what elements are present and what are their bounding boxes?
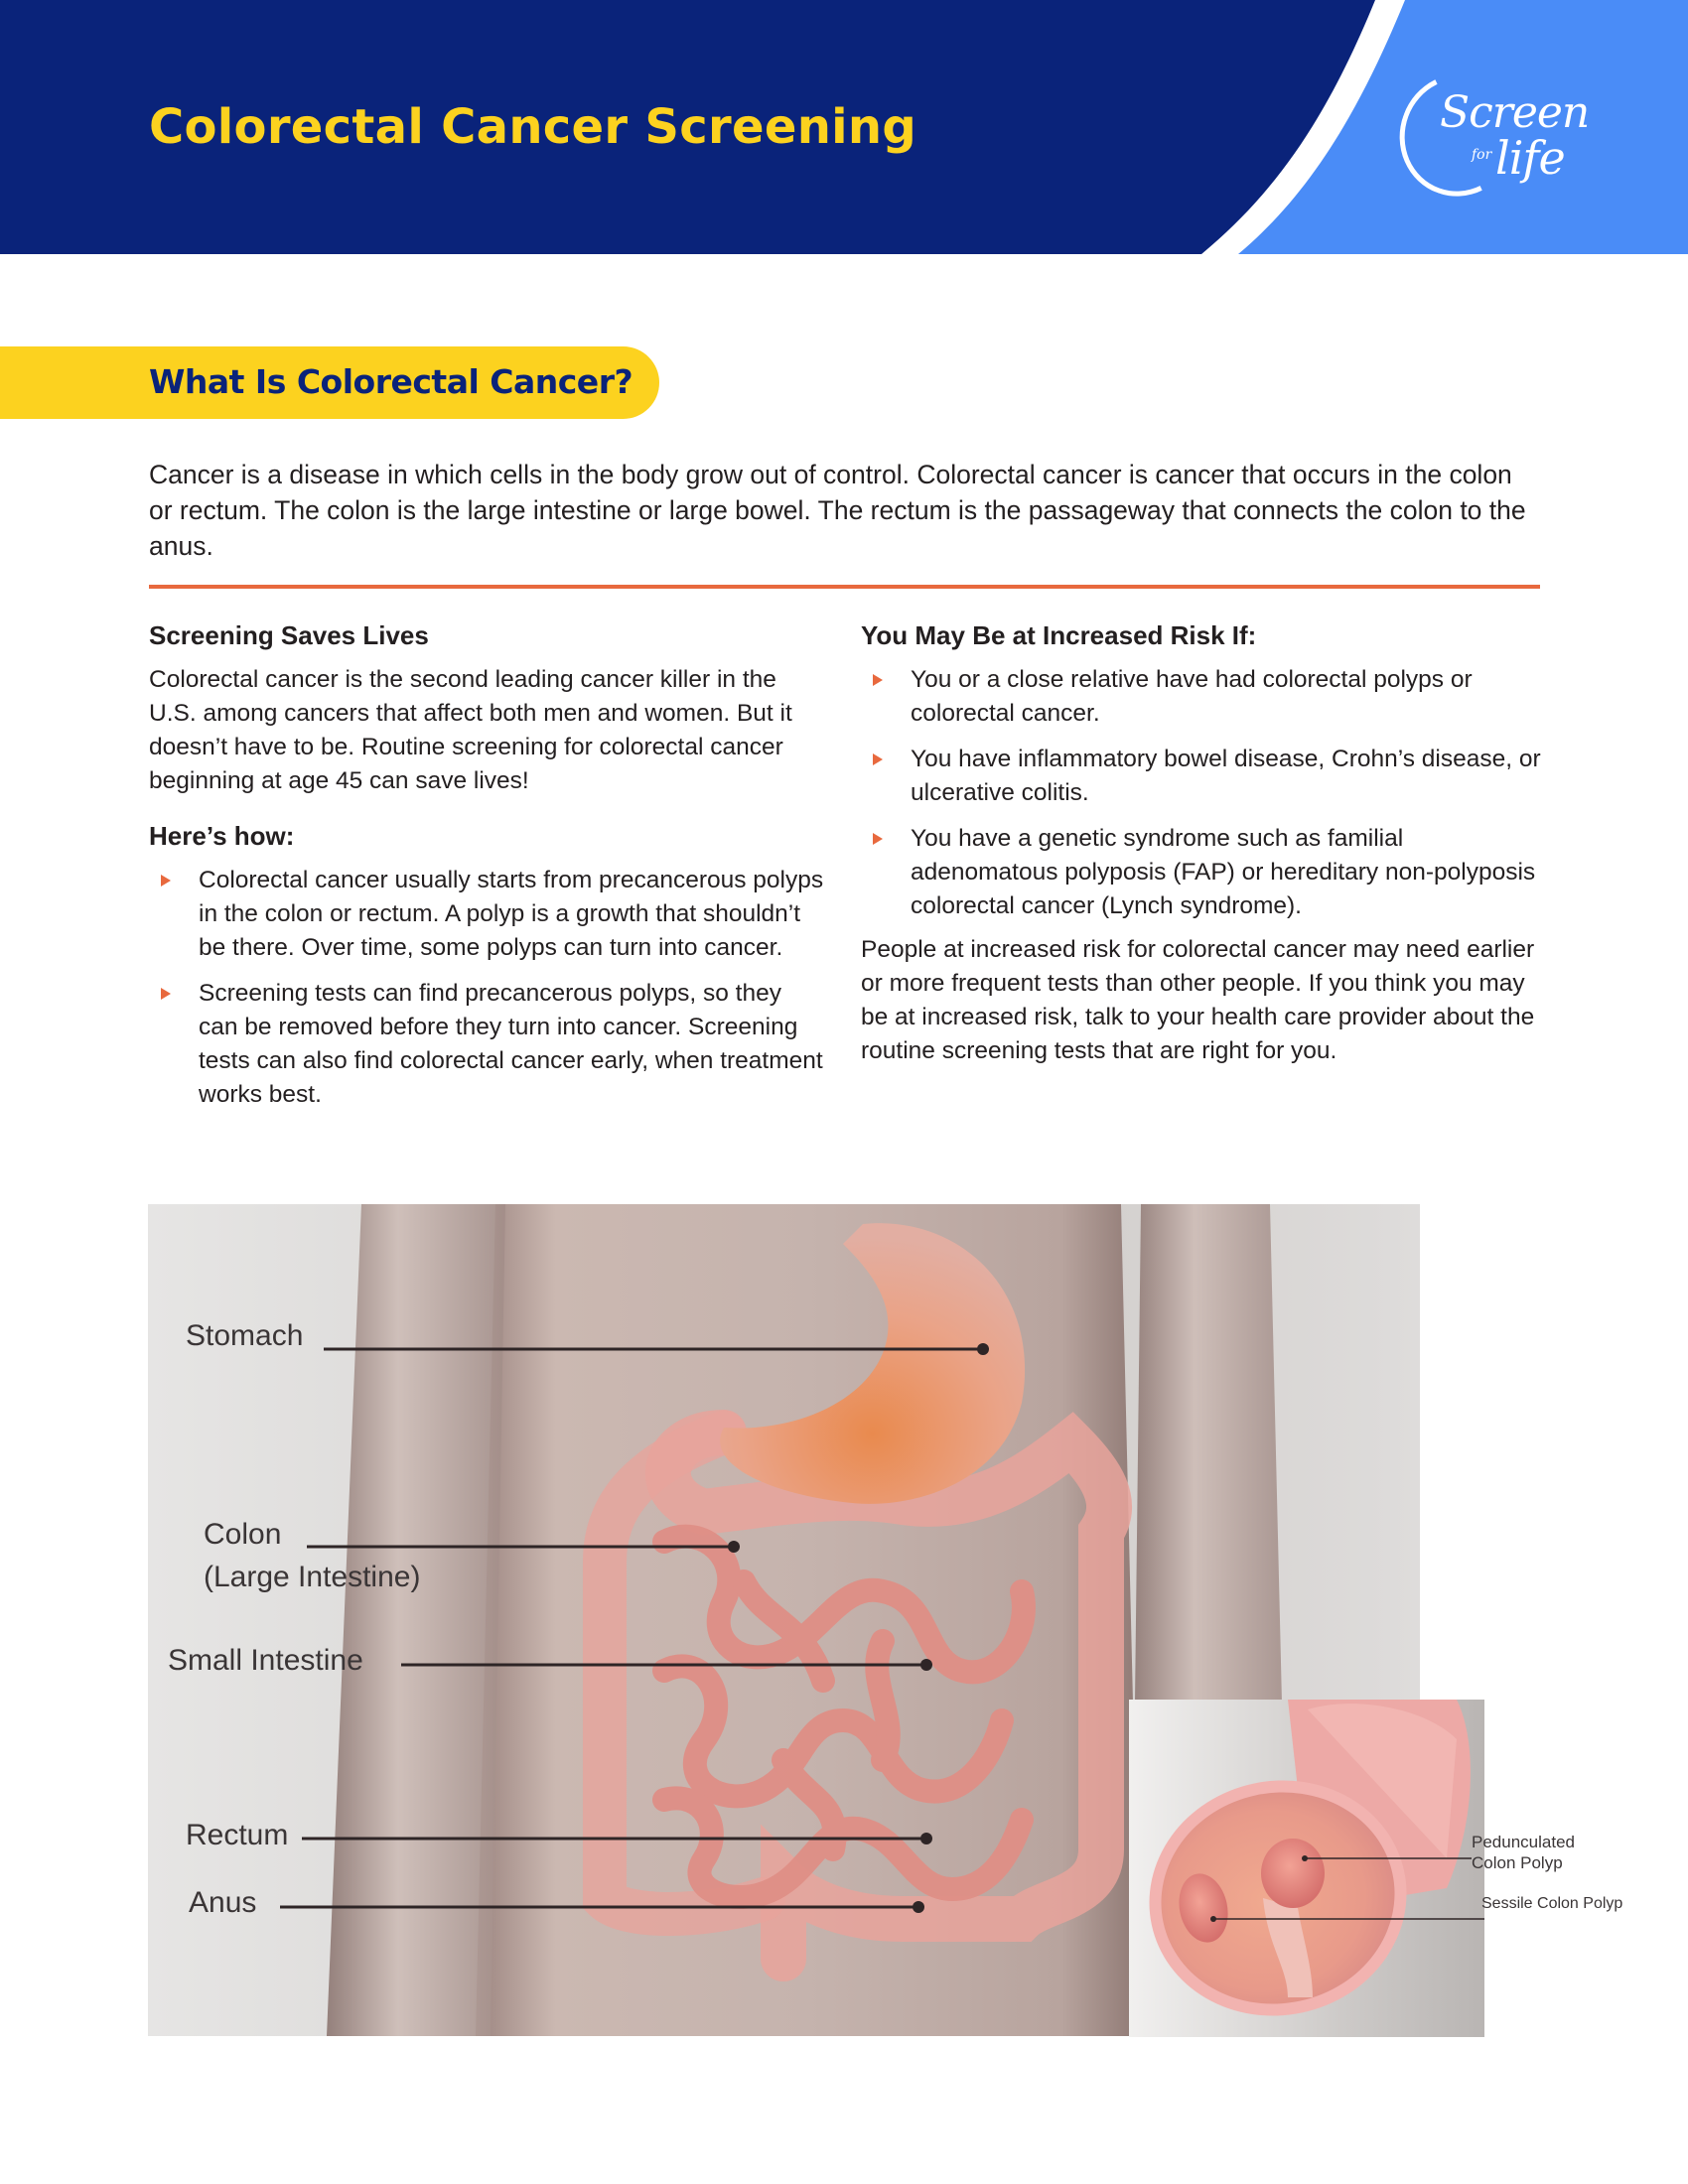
how-bullet-list — [149, 864, 824, 1112]
left-column — [149, 617, 824, 1124]
increased-risk-heading: You May Be at Increased Risk If: — [861, 620, 1257, 650]
label-rectum: Rectum — [186, 1819, 289, 1851]
list-item-text: You have inflammatory bowel disease, Crohn’s disease, or ulcerative colitis. — [911, 746, 1541, 806]
list-item — [149, 977, 824, 1112]
list-item-text: Colorectal cancer usually starts from precancerous polyps in the colon or rectum. A polyp is a growth that shouldn’t be there. Over time, some polyps can turn into cancer. — [199, 867, 824, 961]
increased-risk-paragraph: People at increased risk for colorectal cancer may need earlier or more frequent tests than other people. If you think you may be at increased risk, talk to your health care provider about the routine screening tests that are right for you. — [861, 936, 1535, 1064]
page-header — [0, 0, 1688, 254]
screen-for-life-logo — [1400, 68, 1589, 206]
label-stomach: Stomach — [186, 1319, 304, 1352]
right-column — [861, 617, 1546, 1068]
list-item — [149, 864, 824, 965]
list-item — [861, 663, 1546, 731]
logo-text-life: life — [1495, 131, 1565, 185]
screening-paragraph: Colorectal cancer is the second leading cancer killer in the U.S. among cancers that affect both men and women. But it doesn’t have to be. Routine screening for colorectal cancer beginning at age 45 can save lives! — [149, 666, 792, 794]
section-divider — [149, 585, 1540, 589]
intro-paragraph: Cancer is a disease in which cells in the body grow out of control. Colorectal cancer is cancer that occurs in the colon or rectum. The colon is the large intestine or large bowel. The rectum is the passageway that connects the colon to the anus. — [149, 460, 1526, 561]
screening-saves-lives-heading: Screening Saves Lives — [149, 620, 429, 650]
logo-text-screen: Screen — [1440, 87, 1590, 138]
label-anus: Anus — [189, 1886, 257, 1919]
label-pedunculated-1: Pedunculated — [1472, 1833, 1575, 1851]
bullet-triangle-icon — [161, 875, 171, 887]
list-item — [861, 743, 1546, 810]
list-item-text: You have a genetic syndrome such as familial adenomatous polyposis (FAP) or hereditary non-polyposis colorectal cancer (Lynch syndrome). — [911, 825, 1536, 919]
label-large-intestine: (Large Intestine) — [204, 1561, 421, 1593]
bullet-triangle-icon — [873, 674, 883, 686]
label-sessile-polyp: Sessile Colon Polyp — [1481, 1895, 1623, 1912]
label-small-intestine: Small Intestine — [168, 1644, 363, 1677]
list-item-text: You or a close relative have had colorectal polyps or colorectal cancer. — [911, 666, 1473, 727]
bullet-triangle-icon — [873, 753, 883, 765]
document-title: Colorectal Cancer Screening — [149, 99, 917, 155]
risk-bullet-list — [861, 663, 1546, 923]
logo-text-for: for — [1472, 147, 1492, 163]
list-item — [861, 822, 1546, 923]
bullet-triangle-icon — [873, 833, 883, 845]
label-pedunculated-2: Colon Polyp — [1472, 1853, 1563, 1872]
list-item-text: Screening tests can find precancerous polyps, so they can be removed before they turn into cancer. Screening tests can also find colorectal cancer early, when treatment works best. — [199, 980, 823, 1108]
heres-how-heading: Here’s how: — [149, 821, 295, 851]
section-heading-pill — [0, 346, 659, 419]
colon-polyp-inset — [1129, 1700, 1484, 2037]
colon-polyp-drawing — [1129, 1700, 1484, 2037]
bullet-triangle-icon — [161, 988, 171, 1000]
label-colon: Colon — [204, 1518, 282, 1551]
section-heading: What Is Colorectal Cancer? — [149, 362, 633, 401]
